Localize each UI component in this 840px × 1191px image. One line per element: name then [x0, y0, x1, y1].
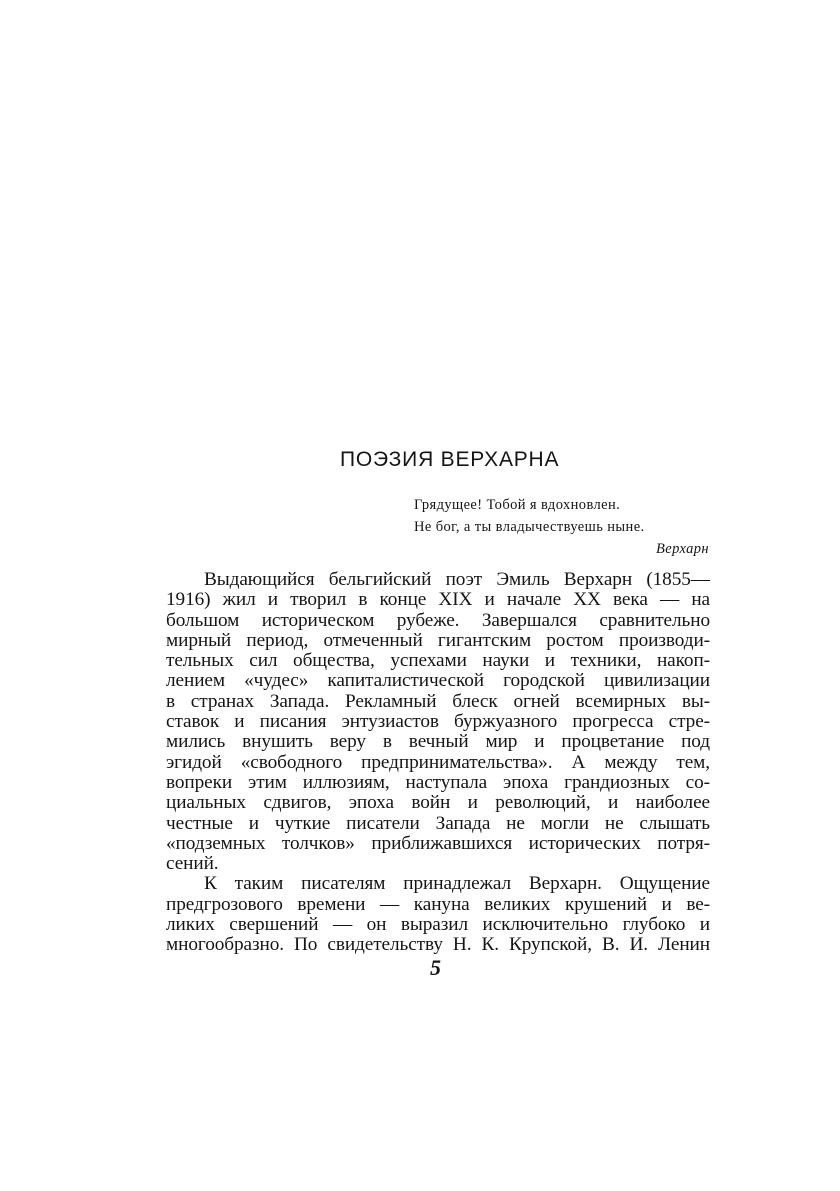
- body-text: [166, 570, 710, 956]
- text-line: мирный период, отмеченный гигантским ростом производи-: [166, 630, 710, 651]
- text-line: лением «чудес» капиталистической городской цивилизации: [166, 671, 710, 692]
- epigraph-author: Верхарн: [656, 541, 709, 557]
- text-line: предгрозового времени — кануна великих крушений и ве-: [166, 894, 710, 915]
- text-line: тельных сил общества, успехами науки и техники, накоп-: [166, 651, 710, 672]
- epigraph: [414, 494, 714, 560]
- text-line: сений.: [166, 854, 219, 875]
- text-line: в странах Запада. Рекламный блеск огней всемирных вы-: [166, 691, 710, 712]
- text-line: ставок и писания энтузиастов буржуазного прогресса стре-: [166, 712, 710, 733]
- epigraph-line: Грядущее! Тобой я вдохновлен.: [414, 497, 621, 513]
- text-line: 1916) жил и творил в конце XIX и начале XX века — на: [166, 590, 710, 611]
- text-line: К таким писателям принадлежал Верхарн. Ощущение: [204, 874, 710, 895]
- text-line: «подземных толчков» приближавшихся исторических потря-: [166, 833, 710, 854]
- chapter-title: ПОЭЗИЯ ВЕРХАРНА: [340, 448, 560, 471]
- text-line: многообразно. По свидетельству Н. К. Крупской, В. И. Ленин: [166, 935, 710, 956]
- text-line: ликих свершений — он выразил исключительно глубоко и: [166, 915, 710, 936]
- text-line: большом историческом рубеже. Завершался сравнительно: [166, 610, 710, 631]
- text-line: вопреки этим иллюзиям, наступала эпоха грандиозных со-: [166, 772, 710, 793]
- epigraph-line: Не бог, а ты владычествуешь ныне.: [414, 519, 645, 535]
- page-number: 5: [430, 955, 441, 980]
- text-line: эгидой «свободного предпринимательства». А между тем,: [166, 752, 710, 773]
- text-line: мились внушить веру в вечный мир и процветание под: [166, 732, 710, 753]
- text-line: циальных сдвигов, эпоха войн и революций, и наиболее: [166, 793, 710, 814]
- text-line: Выдающийся бельгийский поэт Эмиль Верхарн (1855—: [204, 570, 710, 590]
- text-line: честные и чуткие писатели Запада не могли не слышать: [166, 813, 710, 834]
